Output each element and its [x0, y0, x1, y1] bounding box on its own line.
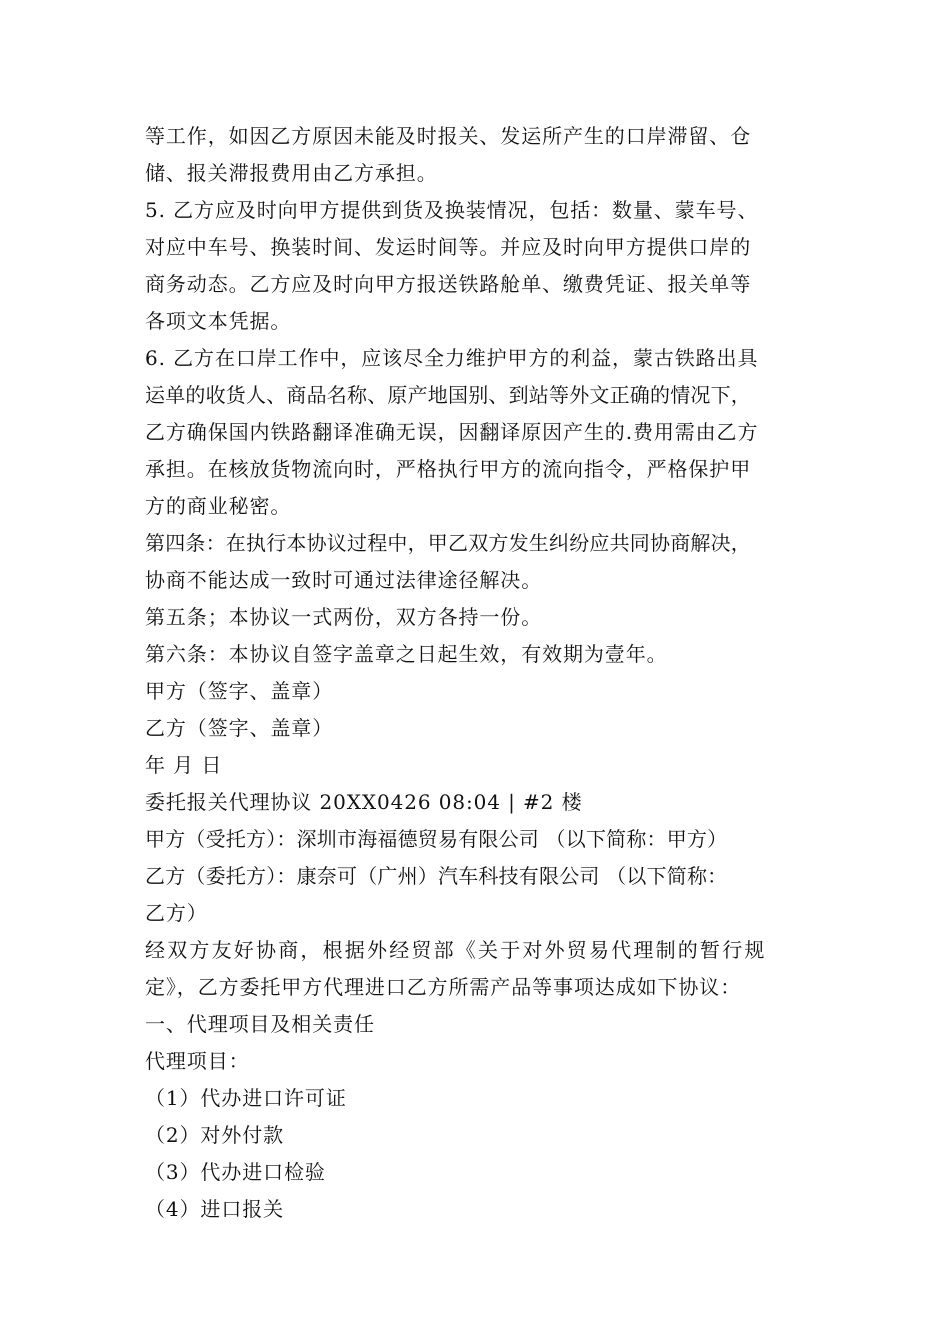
text-line: 乙方（签字、盖章）	[145, 716, 334, 740]
text-line: 经双方友好协商，根据外经贸部《关于对外贸易代理制的暂行规	[145, 938, 767, 962]
text-line: 储、报关滞报费用由乙方承担。	[145, 161, 438, 185]
text-line: 第四条：在执行本协议过程中，甲乙双方发生纠纷应共同协商解决，	[145, 531, 751, 555]
text-line: 商务动态。乙方应及时向甲方报送铁路舱单、缴费凭证、报关单等	[145, 272, 752, 296]
section-heading: 一、代理项目及相关责任	[145, 1012, 375, 1036]
list-item: （4）进口报关	[145, 1197, 285, 1221]
list-item: （1）代办进口许可证	[145, 1086, 347, 1110]
text-line: 等工作，如因乙方原因未能及时报关、发运所产生的口岸滞留、仓	[145, 124, 752, 148]
text-line: 第六条：本协议自签字盖章之日起生效，有效期为壹年。	[145, 642, 668, 666]
section-heading: 委托报关代理协议 20XX0426 08:04 | #2 楼	[145, 790, 583, 814]
text-line: 乙方确保国内铁路翻译准确无误，因翻译原因产生的.费用需由乙方	[145, 420, 759, 444]
text-line: 6. 乙方在口岸工作中，应该尽全力维护甲方的利益，蒙古铁路出具	[145, 346, 759, 370]
text-line: 乙方（委托方）：康奈可（广州）汽车科技有限公司 （以下简称：	[145, 864, 728, 888]
text-line: 方的商业秘密。	[145, 494, 292, 518]
list-item: （3）代办进口检验	[145, 1160, 326, 1184]
text-line: 甲方（受托方）：深圳市海福德贸易有限公司 （以下简称：甲方）	[145, 827, 728, 851]
text-line: 运单的收货人、商品名称、原产地国别、到站等外文正确的情况下，	[145, 383, 751, 407]
text-line: 第五条；本协议一式两份，双方各持一份。	[145, 605, 543, 629]
text-line: 年 月 日	[145, 753, 223, 777]
document-page	[145, 118, 835, 1228]
text-line: 各项文本凭据。	[145, 309, 292, 333]
text-line: 甲方（签字、盖章）	[145, 679, 334, 703]
text-line: 5. 乙方应及时向甲方提供到货及换装情况，包括：数量、蒙车号、	[145, 198, 759, 222]
text-line: 定》，乙方委托甲方代理进口乙方所需产品等事项达成如下协议：	[145, 975, 742, 999]
text-line: 协商不能达成一致时可通过法律途径解决。	[145, 568, 543, 592]
text-line: 对应中车号、换装时间、发运时间等。并应及时向甲方提供口岸的	[145, 235, 752, 259]
list-item: （2）对外付款	[145, 1123, 285, 1147]
text-line: 乙方）	[145, 901, 208, 925]
text-line: 承担。在核放货物流向时，严格执行甲方的流向指令，严格保护甲	[145, 457, 752, 481]
text-line: 代理项目：	[145, 1049, 250, 1073]
